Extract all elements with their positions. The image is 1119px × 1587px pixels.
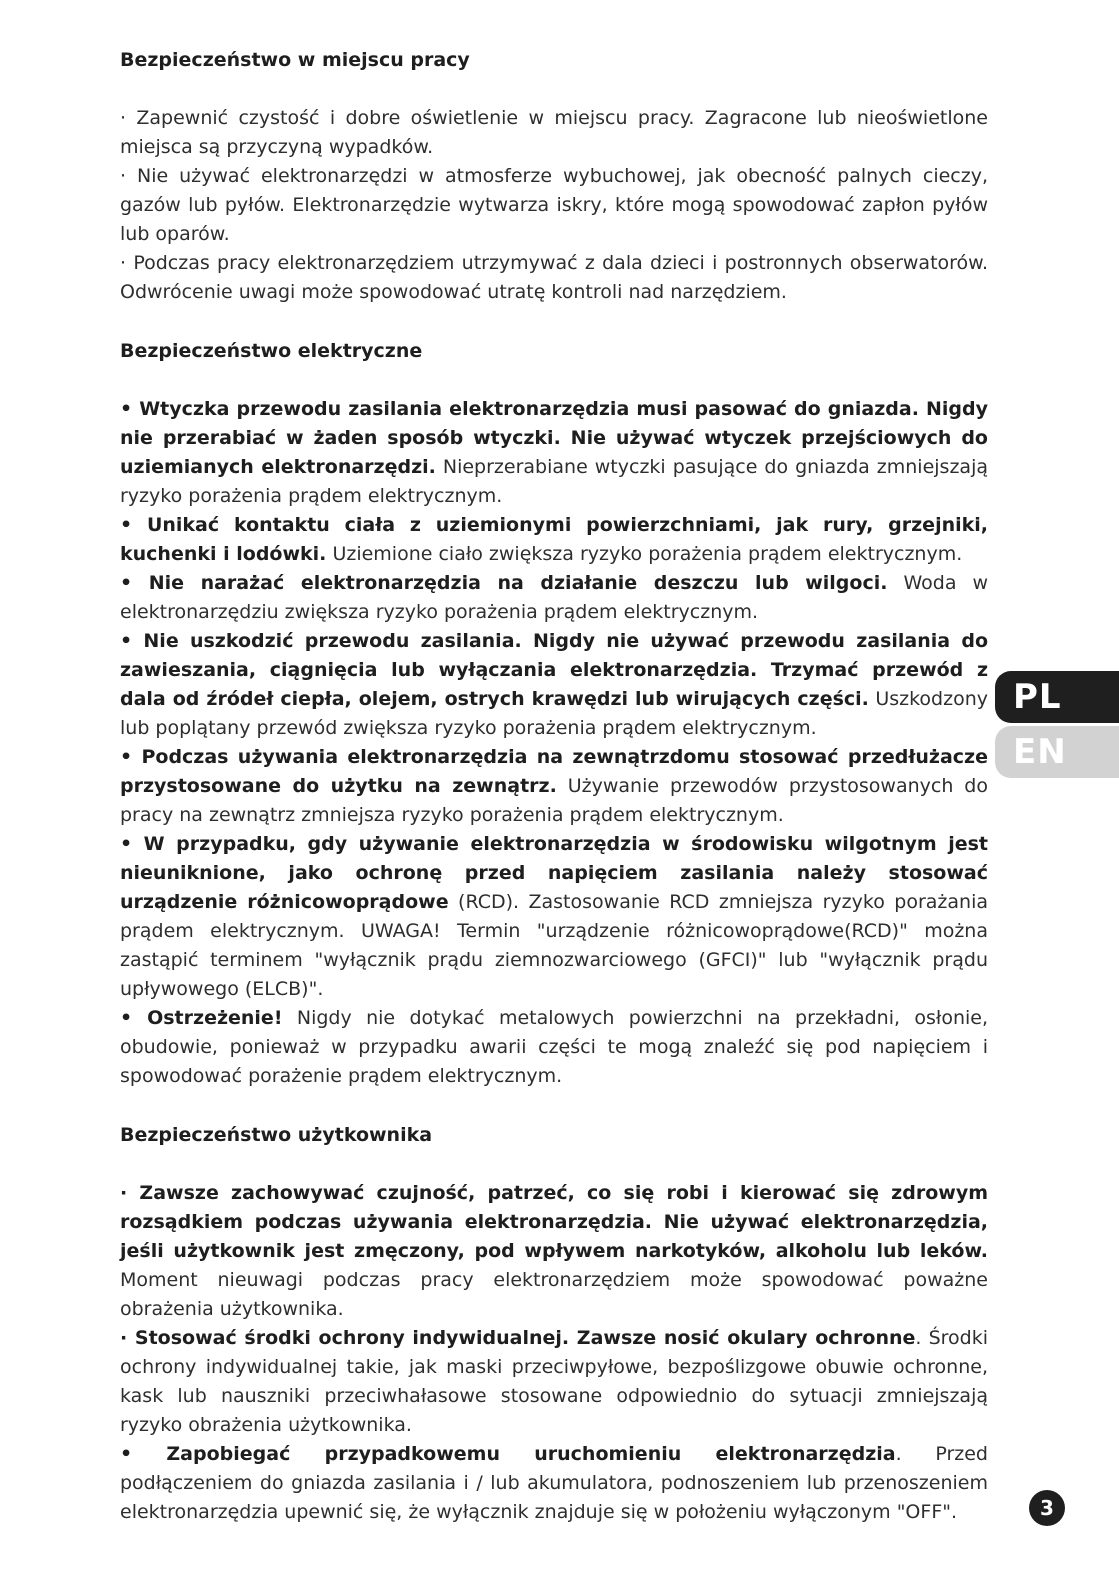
- paragraph-bold-lead: · Stosować środki ochrony indywidualnej. Zawsze nosić okulary ochronne: [120, 1327, 916, 1349]
- paragraph-personal-3: [120, 1440, 988, 1527]
- language-tab-pl: PL: [995, 671, 1119, 723]
- paragraph-bold-lead: • Ostrzeżenie!: [120, 1007, 283, 1029]
- paragraph-electrical-6: [120, 830, 988, 1004]
- language-tab-en: EN: [995, 726, 1119, 778]
- section-heading-personal: Bezpieczeństwo użytkownika: [120, 1124, 433, 1146]
- spacer: [120, 1149, 988, 1179]
- section-heading-electrical: Bezpieczeństwo elektryczne: [120, 340, 423, 362]
- paragraph-bold-lead: • Zapobiegać przypadkowemu uruchomieniu elektronarzędzia: [120, 1443, 896, 1465]
- paragraph-bold-lead: • Nie uszkodzić przewodu zasilania. Nigdy nie używać przewodu zasilania do zawieszania, ciągnięcia lub wyłączania elektronarzędzia. Trzymać przewód z dala od źródeł ciepła, olejem, ostrych krawędzi lub wirujących części.: [120, 630, 988, 710]
- paragraph-text: Nieprzerabiane wtyczki pasujące do gniazda zmniejszają ryzyko porażenia prądem elektrycznym.: [120, 456, 988, 507]
- paragraph-work-area-3: [120, 249, 988, 307]
- spacer: [120, 1091, 988, 1121]
- paragraph-personal-1: [120, 1179, 988, 1324]
- paragraph-bold-lead: • Unikać kontaktu ciała z uziemionymi powierzchniami, jak rury, grzejniki, kuchenki i lodówki.: [120, 514, 988, 565]
- paragraph-electrical-7: [120, 1004, 988, 1091]
- paragraph-bold-lead: • Podczas używania elektronarzędzia na zewnątrzdomu stosować przedłużacze przystosowane do użytku na zewnątrz.: [120, 746, 988, 797]
- spacer: [120, 307, 988, 337]
- paragraph-text: · Zapewnić czystość i dobre oświetlenie w miejscu pracy. Zagracone lub nieoświetlone miejsca są przyczyną wypadków.: [120, 107, 988, 158]
- paragraph-electrical-4: [120, 627, 988, 743]
- paragraph-bold-lead: • Wtyczka przewodu zasilania elektronarzędzia musi pasować do gniazda. Nigdy nie przerabiać w żaden sposób wtyczki. Nie używać wtyczek przejściowych do uziemianych elektronarzędzi.: [120, 398, 988, 478]
- paragraph-text: (RCD). Zastosowanie RCD zmniejsza ryzyko porażania prądem elektrycznym. UWAGA! Termin "urządzenie różnicowoprądowe(RCD)" można zastąpić terminem "wyłącznik prądu ziemnozwarciowego (GFCI)" lub "wyłącznik prądu upływowego (ELCB)".: [120, 891, 988, 1000]
- paragraph-work-area-2: [120, 162, 988, 249]
- paragraph-electrical-5: [120, 743, 988, 830]
- spacer: [120, 365, 988, 395]
- paragraph-bold-lead: • W przypadku, gdy używanie elektronarzędzia w środowisku wilgotnym jest nieuniknione, jako ochronę przed napięciem zasilania należy stosować urządzenie różnicowoprądowe: [120, 833, 988, 913]
- paragraph-bold-lead: · Zawsze zachowywać czujność, patrzeć, co się robi i kierować się zdrowym rozsądkiem podczas używania elektronarzędzia. Nie używać elektronarzędzia, jeśli użytkownik jest zmęczony, pod wpływem narkotyków, alkoholu lub leków.: [120, 1182, 988, 1262]
- paragraph-text: Uszkodzony lub poplątany przewód zwiększa ryzyko porażenia prądem elektrycznym.: [120, 688, 988, 739]
- paragraph-text: Moment nieuwagi podczas pracy elektronarzędziem może spowodować poważne obrażenia użytkownika.: [120, 1269, 988, 1320]
- page-number-badge: 3: [1029, 1490, 1065, 1526]
- paragraph-electrical-1: [120, 395, 988, 511]
- paragraph-electrical-2: [120, 511, 988, 569]
- paragraph-text: Woda w elektronarzędziu zwiększa ryzyko porażenia prądem elektrycznym.: [120, 572, 988, 623]
- paragraph-text: Używanie przewodów przystosowanych do pracy na zewnątrz zmniejsza ryzyko porażenia prądem elektrycznym.: [120, 775, 988, 826]
- paragraph-text: . Przed podłączeniem do gniazda zasilania i / lub akumulatora, podnoszeniem lub przenoszeniem elektronarzędzia upewnić się, że wyłącznik znajduje się w położeniu wyłączonym "OFF".: [120, 1443, 988, 1523]
- paragraph-text: · Podczas pracy elektronarzędziem utrzymywać z dala dzieci i postronnych obserwatorów. Odwrócenie uwagi może spowodować utratę kontroli nad narzędziem.: [120, 252, 988, 303]
- document-body: [120, 40, 988, 1527]
- spacer: [120, 74, 988, 104]
- paragraph-text: Uziemione ciało zwiększa ryzyko porażenia prądem elektrycznym.: [326, 543, 963, 565]
- paragraph-work-area-1: [120, 104, 988, 162]
- paragraph-bold-lead: • Nie narażać elektronarzędzia na działanie deszczu lub wilgoci.: [120, 572, 888, 594]
- section-heading-work-area: Bezpieczeństwo w miejscu pracy: [120, 49, 470, 71]
- paragraph-text: Nigdy nie dotykać metalowych powierzchni na przekładni, osłonie, obudowie, ponieważ w przypadku awarii części te mogą znaleźć się pod napięciem i spowodować porażenie prądem elektrycznym.: [120, 1007, 988, 1087]
- paragraph-text: . Środki ochrony indywidualnej takie, jak maski przeciwpyłowe, bezpoślizgowe obuwie ochronne, kask lub nauszniki przeciwhałasowe stosowane odpowiednio do sytuacji zmniejszają ryzyko obrażenia użytkownika.: [120, 1327, 988, 1436]
- paragraph-text: · Nie używać elektronarzędzi w atmosferze wybuchowej, jak obecność palnych cieczy, gazów lub pyłów. Elektronarzędzie wytwarza iskry, które mogą spowodować zapłon pyłów lub oparów.: [120, 165, 988, 245]
- paragraph-personal-2: [120, 1324, 988, 1440]
- paragraph-electrical-3: [120, 569, 988, 627]
